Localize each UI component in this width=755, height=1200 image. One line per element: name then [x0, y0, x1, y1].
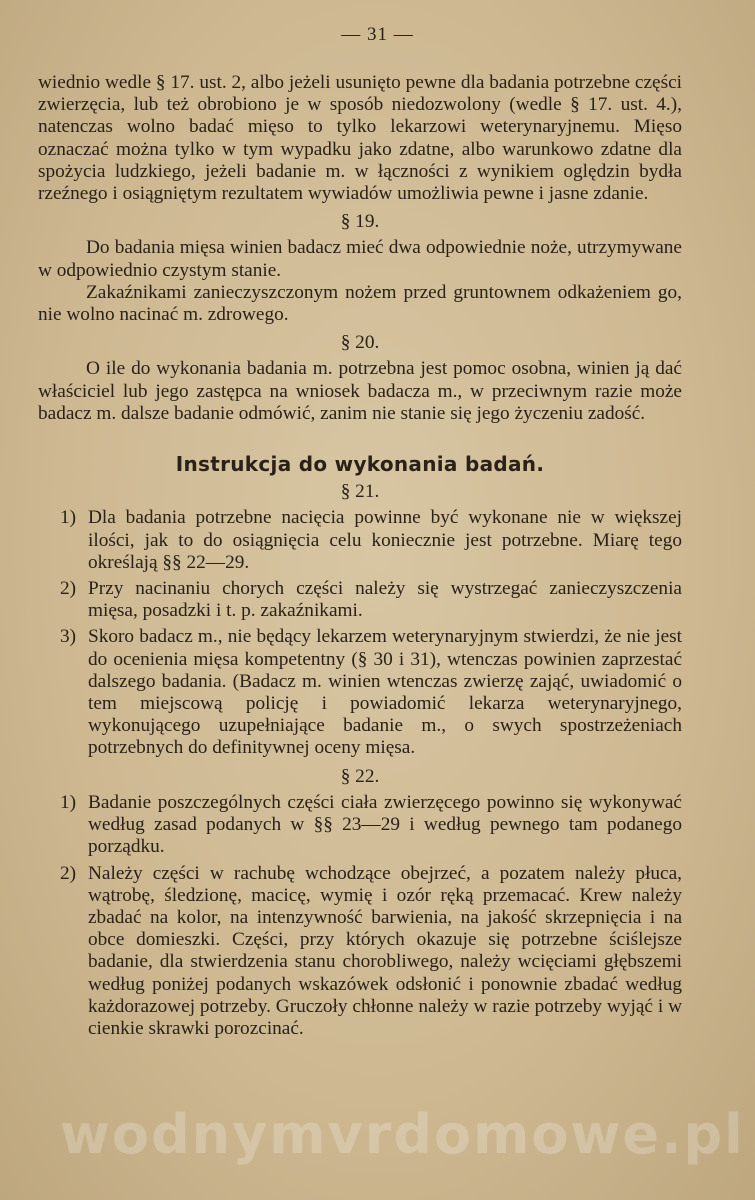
intro-paragraph: wiednio wedle § 17. ust. 2, albo jeżeli usunięto pewne dla badania potrzebne części zwierzęcia, lub też obrobiono je w sposób niedozwolony (wedle § 17. ust. 4.), natenczas wolno badać mięso to tylko lekarzowi weterynaryjnemu. Mięso oznaczać można tylko w tym wypadku jako zdatne, albo warunkowo zdatne dla spożycia ludzkiego, jeżeli badanie m. w łączności z wynikiem oględzin bydła rzeźnego i osiągniętym rezultatem wywiadów umożliwia pewne i jasne zdanie.: [38, 72, 682, 205]
list-item: [38, 792, 682, 859]
item-number: 2): [60, 862, 77, 884]
section-19-heading: § 19.: [340, 211, 380, 233]
list-item: [38, 507, 682, 574]
page-content: [38, 72, 682, 1044]
list-item: [38, 626, 682, 759]
watermark: wodnymvrdomowe.pl: [60, 1103, 745, 1166]
item-number: 1): [60, 791, 77, 813]
instruction-title: Instrukcja do wykonania badań.: [175, 452, 545, 477]
section-21-heading: § 21.: [340, 481, 380, 503]
list-item: [38, 863, 682, 1041]
item-number: 2): [60, 578, 77, 600]
item-text: Skoro badacz m., nie będący lekarzem weterynaryjnym stwierdzi, że nie jest do ocenienia mięsa kompetentny (§ 30 i 31), wtenczas powinien zaprzestać dalszego badania. (Badacz m. winien wtenczas zwierzę zająć, uwiadomić o tem miejscową policję i powiadomić lekarza weterynaryjnego, wykonującego uzupełniające badanie m., o swych spostrzeżeniach potrzebnych do definitywnej oceny mięsa.: [88, 626, 682, 759]
item-number: 3): [60, 626, 77, 648]
item-number: 1): [60, 507, 77, 529]
item-text: Przy nacinaniu chorych części należy się wystrzegać zanieczyszczenia mięsa, posadzki i t. p. zakaźnikami.: [88, 578, 682, 622]
section-19-paragraph-1: Do badania mięsa winien badacz mieć dwa odpowiednie noże, utrzymywane w odpowiednio czystym stanie.: [38, 237, 682, 281]
section-22-heading: § 22.: [340, 765, 380, 787]
item-text: Należy części w rachubę wchodzące obejrzeć, a pozatem należy płuca, wątrobę, śledzionę, macicę, wymię i ozór ręką przemacać. Krew należy zbadać na kolor, na intenzywność barwienia, na jakość skrzepnięcia i na obce domieszki. Części, przy których okazuje się potrzebne ściślejsze badanie, dla stwierdzenia stanu chorobliwego, należy wcięciami głębszemi według poniżej podanych wskazówek odsłonić i ponownie zbadać według każdorazowej potrzeby. Gruczoły chłonne należy w razie potrzeby wyjąć i w cienkie skrawki porozcinać.: [88, 862, 682, 1039]
item-text: Dla badania potrzebne nacięcia powinne być wykonane nie w większej ilości, jak to do osiągnięcia celu koniecznie jest potrzebne. Miarę tego określają §§ 22—29.: [88, 507, 682, 573]
list-item: [38, 578, 682, 622]
section-19-paragraph-2: Zakaźnikami zanieczyszczonym nożem przed gruntownem odkażeniem go, nie wolno nacinać m. zdrowego.: [38, 281, 682, 326]
item-text: Badanie poszczególnych części ciała zwierzęcego powinno się wykonywać według zasad podanych w §§ 23—29 i według pewnego tam podanego porządku.: [88, 791, 682, 858]
section-20-paragraph-1: O ile do wykonania badania m. potrzebna jest pomoc osobna, winien ją dać właściciel lub jego zastępca na wniosek badacza m., w przeciwnym razie może badacz m. dalsze badanie odmówić, zanim nie stanie się jego życzeniu zadość.: [38, 358, 682, 424]
section-20-heading: § 20.: [340, 332, 380, 354]
page-number: — 31 —: [341, 24, 414, 45]
